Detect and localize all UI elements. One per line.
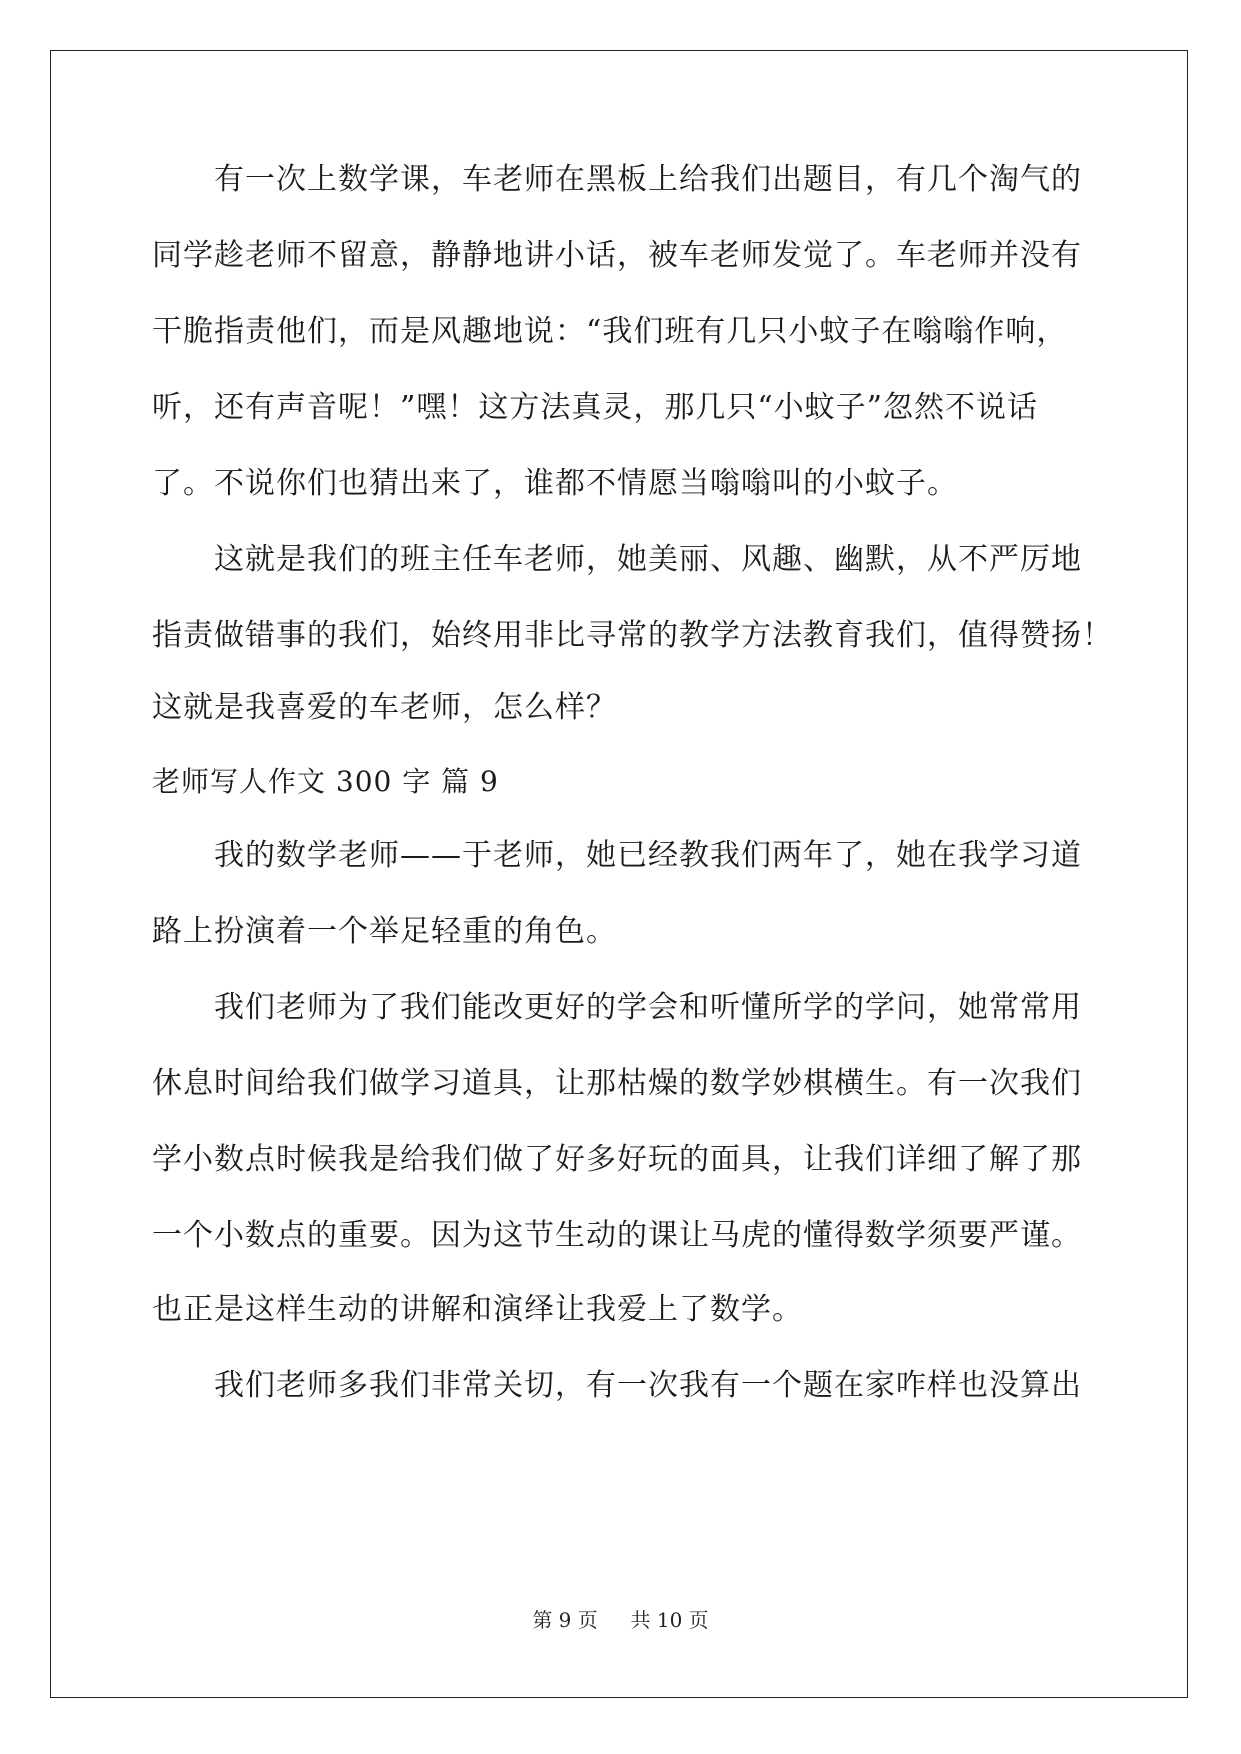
paragraph-line: 一个小数点的重要。因为这节生动的课让马虎的懂得数学须要严谨。 — [152, 1218, 1082, 1253]
paragraph-line: 同学趁老师不留意，静静地讲小话，被车老师发觉了。车老师并没有 — [152, 238, 1082, 273]
paragraph-line: 听，还有声音呢！”嘿！这方法真灵，那几只“小蚊子”忽然不说话 — [152, 390, 1039, 425]
paragraph-line: 干脆指责他们，而是风趣地说：“我们班有几只小蚊子在嗡嗡作响， — [152, 314, 1068, 349]
paragraph-line: 学小数点时候我是给我们做了好多好玩的面具，让我们详细了解了那 — [152, 1142, 1082, 1177]
paragraph-line: 指责做错事的我们，始终用非比寻常的教学方法教育我们，值得赞扬！ — [152, 618, 1113, 653]
paragraph-line: 也正是这样生动的讲解和演绎让我爱上了数学。 — [152, 1292, 803, 1327]
paragraph-line: 这就是我喜爱的车老师，怎么样？ — [152, 690, 617, 725]
paragraph-line: 休息时间给我们做学习道具，让那枯燥的数学妙棋横生。有一次我们 — [152, 1066, 1082, 1101]
paragraph-line: 我们老师多我们非常关切，有一次我有一个题在家咋样也没算出 — [214, 1368, 1082, 1403]
paragraph-line: 这就是我们的班主任车老师，她美丽、风趣、幽默，从不严厉地 — [214, 542, 1082, 577]
paragraph-line: 我们老师为了我们能改更好的学会和听懂所学的学问，她常常用 — [214, 990, 1082, 1025]
section-heading: 老师写人作文 300 字 篇 9 — [152, 765, 499, 798]
page-number: 第 9 页 — [532, 1608, 598, 1632]
page-footer — [0, 1608, 1241, 1632]
paragraph-line: 有一次上数学课，车老师在黑板上给我们出题目，有几个淘气的 — [214, 162, 1082, 197]
paragraph-line: 路上扮演着一个举足轻重的角色。 — [152, 914, 617, 949]
paragraph-line: 了。不说你们也猜出来了，谁都不情愿当嗡嗡叫的小蚊子。 — [152, 466, 958, 501]
paragraph-line: 我的数学老师——于老师，她已经教我们两年了，她在我学习道 — [214, 838, 1082, 873]
page-total: 共 10 页 — [630, 1608, 709, 1632]
